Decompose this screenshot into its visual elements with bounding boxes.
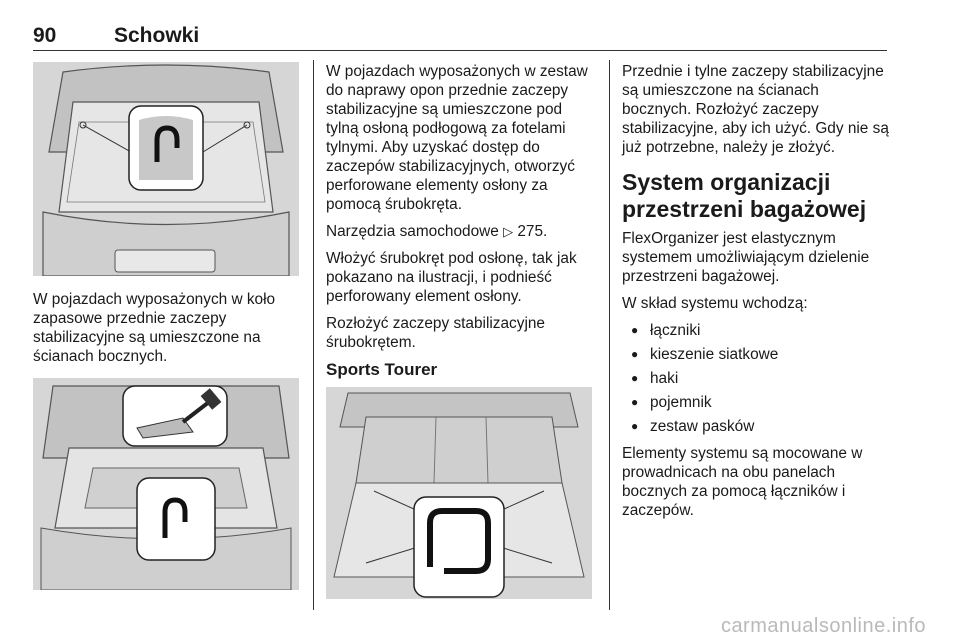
page-reference-icon: ▷ xyxy=(503,224,514,239)
subheading: Sports Tourer xyxy=(326,360,438,379)
column-1 xyxy=(33,62,303,590)
paragraph: Włożyć śrubokręt pod osłonę, tak jak pokazano na ilustracji, i podnieść perforowany element osłony. xyxy=(326,250,577,305)
paragraph: W pojazdach wyposażonych w zestaw do naprawy opon przednie zaczepy stabilizacyjne są umieszczone pod tylną osłoną podłogową za fotelami tylnymi. Aby uzyskać dostęp do zaczepów stabilizacyjnych, otworzyć perforowane elementy osłony za pomocą śrubokręta. xyxy=(326,63,588,213)
paragraph: FlexOrganizer jest elastycznym systemem umożliwiającym dzielenie przestrzeni bagażowej. xyxy=(622,230,870,285)
section-heading: System organizacji przestrzeni bagażowej xyxy=(622,169,867,222)
paragraph: W skład systemu wchodzą: xyxy=(622,295,808,312)
list-item: ● kieszenie siatkowe xyxy=(622,345,892,364)
column-divider xyxy=(609,60,610,610)
list-item: ● łączniki xyxy=(622,321,892,340)
page-header xyxy=(33,24,887,51)
page-number: 90 xyxy=(33,24,57,47)
paragraph: Rozłożyć zaczepy stabilizacyjne śrubokrętem. xyxy=(326,315,545,351)
trunk-spare-wheel-illustration xyxy=(33,62,299,276)
component-list xyxy=(622,321,892,436)
trunk-screwdriver-illustration xyxy=(33,378,299,590)
figure-caption: W pojazdach wyposażonych w koło zapasowe przednie zaczepy stabilizacyjne są umieszczone na ścianach bocznych. xyxy=(33,291,276,365)
sports-tourer-trunk-illustration xyxy=(326,387,592,599)
column-3 xyxy=(622,62,892,528)
column-divider xyxy=(313,60,314,610)
watermark: carmanualsonline.info xyxy=(720,615,926,637)
paragraph: Elementy systemu są mocowane w prowadnicach na obu panelach bocznych za pomocą łączników i zaczepów. xyxy=(622,445,863,519)
paragraph-reference xyxy=(326,222,596,241)
list-item: ● haki xyxy=(622,369,892,388)
list-item: ● pojemnik xyxy=(622,393,892,412)
column-2 xyxy=(326,62,596,599)
paragraph: Przednie i tylne zaczepy stabilizacyjne są umieszczone na ścianach bocznych. Rozłożyć zaczepy stabilizacyjne, aby ich użyć. Gdy nie są już potrzebne, należy je złożyć. xyxy=(622,63,889,156)
list-item: ● zestaw pasków xyxy=(622,417,892,436)
reference-page[interactable]: 275. xyxy=(517,223,548,240)
reference-text: Narzędzia samochodowe xyxy=(326,223,499,240)
section-title: Schowki xyxy=(114,24,200,47)
